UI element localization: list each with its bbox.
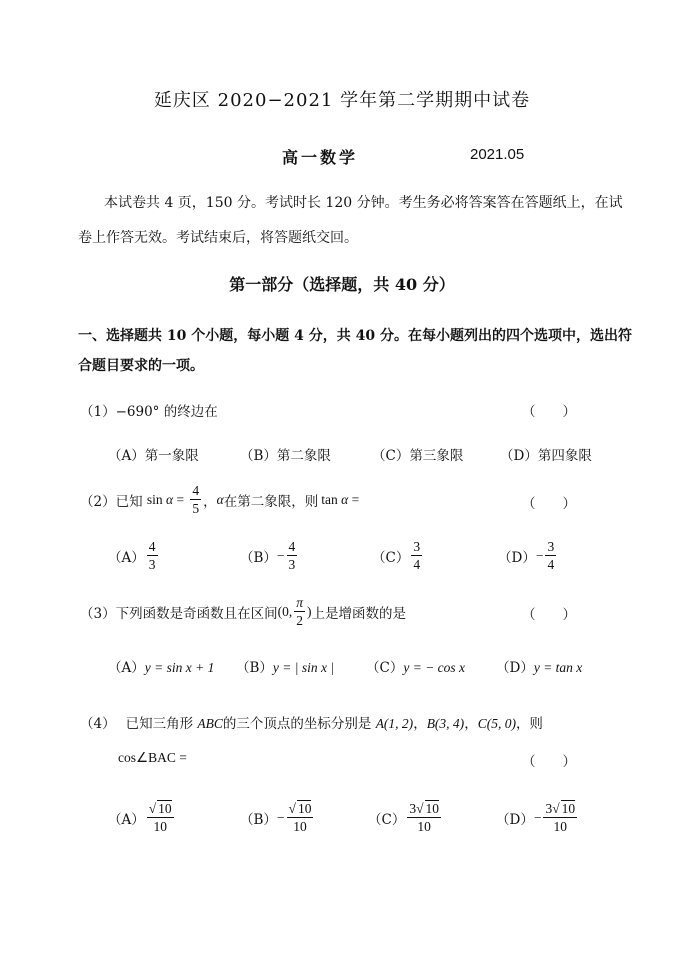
question-2-answer-paren: （ ） [522, 496, 576, 512]
question-3-option-a: （A）y = sin x + 1 [108, 660, 215, 676]
question-4-option-b: （B）− $\frac{√ 10}{10}$ [240, 801, 312, 834]
intro-line-1: 本试卷共 4 页，150 分。考试时长 120 分钟。考生务必将答案答在答题纸上，在试 [104, 195, 623, 211]
question-2-fraction [190, 482, 201, 517]
question-4-text-a: 已知三角形 [125, 716, 194, 732]
question-1-option-b: （B）第二象限 [240, 448, 331, 464]
question-2-number: （2） [80, 493, 116, 510]
question-2-alpha-2: α [216, 491, 224, 507]
question-4-point-a: A(1, 2) [375, 716, 414, 731]
question-3-interval-close: ) [306, 603, 312, 619]
question-4-tail: ，则 [515, 716, 543, 732]
question-2-stem [80, 482, 359, 517]
question-2-frac-num: 4 [192, 483, 200, 498]
question-4-abc: ABC [197, 716, 223, 731]
question-3-text-b: 上是增函数的是 [311, 605, 406, 622]
question-1-option-c: （C）第三象限 [372, 448, 464, 464]
question-3-pi-over-2: $\frac{\pi}{2}$ [296, 595, 303, 628]
question-2-alpha: α [166, 491, 174, 507]
question-2-text-c: 在第二象限，则 [223, 493, 319, 510]
exam-title: 延庆区 2020−2021 学年第二学期期中试卷 [153, 90, 531, 111]
question-4-option-d: （D）− $\frac{3√ 10}{10}$ [496, 801, 576, 834]
question-3-stem [80, 594, 406, 629]
question-3-option-d: （D）y = tan x [496, 660, 583, 676]
question-4-stem: （4） 已知三角形 ABC的三个顶点的坐标分别是 A(1, 2)，B(3, 4)，C(5, 0)，则 [80, 716, 543, 732]
question-2-option-c: （C） $\frac{3}{4}$ [372, 539, 421, 572]
question-4-point-c: C(5, 0) [477, 716, 516, 731]
question-3-text-a: 下列函数是奇函数且在区间 [115, 605, 278, 622]
question-1-answer-paren: （ ） [522, 404, 576, 420]
part1-title: 第一部分（选择题，共 40 分） [229, 275, 455, 294]
question-2-eq-2: = [351, 491, 360, 507]
part1-instruction-line-2: 合题目要求的一项。 [78, 358, 204, 374]
question-1-number: （1） [80, 404, 116, 420]
question-1-text: −690° 的终边在 [115, 404, 218, 420]
question-3-option-c: （C）y = − cos x [366, 660, 466, 676]
intro-line-2: 卷上作答无效。考试结束后，将答题纸交回。 [78, 230, 358, 246]
question-3-option-b: （B）y = | sin x | [236, 660, 335, 676]
question-2-option-a: （A） $\frac{4}{3}$ [108, 539, 156, 572]
question-2-alpha-3: α [341, 491, 349, 507]
question-3-number: （3） [80, 605, 116, 622]
question-2-frac-den: 5 [192, 501, 200, 516]
question-2-sin: sin [146, 491, 163, 507]
question-2-text-b: ， [203, 493, 217, 510]
question-3-interval-open: (0, [277, 603, 293, 619]
question-4-number: （4） [80, 716, 116, 732]
question-4-option-c: （C） $\frac{3√ 10}{10}$ [368, 801, 440, 834]
question-2-eq: = [176, 491, 185, 507]
question-4-text-b: 的三个顶点的坐标分别是 [222, 716, 372, 732]
exam-date: 2021.05 [470, 146, 525, 163]
question-2-tan: tan [321, 491, 338, 507]
part1-instruction-line-1: 一、选择题共 10 个小题，每小题 4 分，共 40 分。在每小题列出的四个选项中，选出符 [78, 328, 632, 344]
question-2-option-d: （D）− $\frac{3}{4}$ [498, 539, 555, 572]
question-4-answer-paren: （ ） [522, 754, 576, 770]
exam-subject: 高一数学 [282, 148, 359, 167]
question-2-text-a: 已知 [115, 493, 143, 510]
question-2-option-b: （B）− $\frac{4}{3}$ [240, 539, 296, 572]
question-1-option-d: （D）第四象限 [500, 448, 592, 464]
question-4-option-a: （A） $\frac{√ 10}{10}$ [108, 801, 172, 834]
question-3-answer-paren: （ ） [522, 607, 576, 623]
question-1-stem [80, 400, 218, 420]
question-1-option-a: （A）第一象限 [108, 448, 199, 464]
question-4-point-b: B(3, 4) [426, 716, 465, 731]
question-4-cos-bac: cos∠BAC = [118, 750, 187, 765]
